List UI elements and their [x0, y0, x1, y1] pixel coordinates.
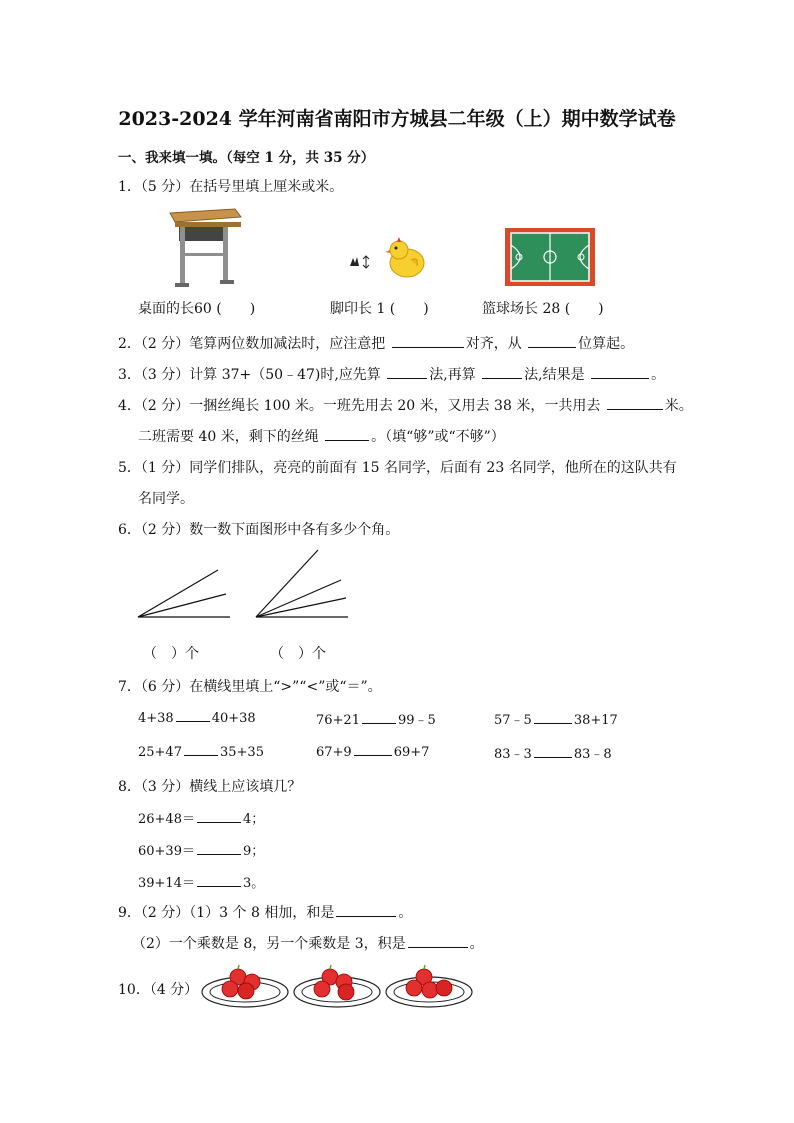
- q9-blank-2[interactable]: [408, 935, 468, 948]
- q8-item-2: 60+39＝ 9；: [138, 844, 265, 859]
- question-9-part-2: （2）一个乘数是 8，另一个乘数是 3，积是 。: [132, 936, 484, 952]
- q9-blank-1[interactable]: [336, 904, 396, 917]
- q3-blank-2[interactable]: [482, 366, 522, 379]
- question-4-line-2: 二班需要 40 米，剩下的丝绳 。（填“够”或“不够”）: [138, 429, 505, 445]
- q3-blank-3[interactable]: [591, 366, 649, 379]
- footprint-icon: [348, 254, 374, 270]
- question-10-stem: 10．（4 分）: [118, 982, 199, 998]
- q7-compare-1: 4+38 40+38: [138, 711, 256, 726]
- q1-item-desk: 桌面的长60 ( ): [138, 301, 256, 317]
- q1-item-footprint: 脚印长 1 ( ): [330, 301, 429, 317]
- q2-blank-2[interactable]: [528, 335, 576, 348]
- question-8-stem: 8．（3 分）横线上应该填几？: [118, 779, 302, 795]
- q6-answer-1: （ ）个: [143, 646, 199, 662]
- q7-compare-4: 25+47 35+35: [138, 745, 264, 760]
- question-1-stem: 1．（5 分）在括号里填上厘米或米。: [118, 179, 344, 195]
- question-6-stem: 6．（2 分）数一数下面图形中各有多少个角。: [118, 522, 400, 538]
- question-3: 3．（3 分）计算 37+（50﹣47)时,应先算 法,再算 法,结果是 。: [118, 367, 666, 383]
- question-9-part-1: 9．（2 分）（1）3 个 8 相加，和是 。: [118, 905, 413, 921]
- q4-blank-2[interactable]: [325, 428, 369, 441]
- q3-blank-1[interactable]: [387, 366, 427, 379]
- chick-image: [383, 236, 428, 281]
- q1-item-court: 篮球场长 28 ( ): [482, 301, 604, 317]
- basketball-court-image: [505, 228, 595, 286]
- question-5-line-1: 5．（1 分）同学们排队，亮亮的前面有 15 名同学，后面有 23 名同学，他所在的这队共有: [118, 460, 677, 476]
- question-5-line-2: 名同学。: [138, 491, 194, 507]
- angle-figure-1: [138, 560, 233, 620]
- apple-plate-3: [384, 962, 474, 1010]
- question-7-stem: 7．（6 分）在横线里填上“>”“<”或“＝”。: [118, 679, 382, 695]
- q4-blank-1[interactable]: [607, 397, 663, 410]
- question-2: 2．（2 分）笔算两位数加减法时，应注意把 对齐，从 位算起。: [118, 336, 635, 352]
- desk-image: [165, 205, 245, 290]
- angle-figure-2: [256, 548, 351, 620]
- q8-item-3: 39+14＝ 3。: [138, 876, 265, 891]
- apple-plate-1: [200, 962, 290, 1010]
- q8-item-1: 26+48＝ 4；: [138, 812, 265, 827]
- q2-blank-1[interactable]: [392, 335, 464, 348]
- page-title: 2023-2024 学年河南省南阳市方城县二年级（上）期中数学试卷: [118, 108, 676, 130]
- q7-compare-6: 83﹣3 83﹣8: [494, 747, 612, 762]
- section-heading: 一、我来填一填。（每空 1 分，共 35 分）: [118, 150, 375, 166]
- question-4-line-1: 4．（2 分）一捆丝绳长 100 米。一班先用去 20 米，又用去 38 米，一共用去 米。: [118, 398, 693, 414]
- apple-plate-2: [292, 962, 382, 1010]
- q7-compare-2: 76+21 99﹣5: [316, 713, 436, 728]
- q6-answer-2: （ ）个: [270, 646, 326, 662]
- q7-compare-3: 57﹣5 38+17: [494, 713, 618, 728]
- q7-compare-5: 67+9 69+7: [316, 745, 430, 760]
